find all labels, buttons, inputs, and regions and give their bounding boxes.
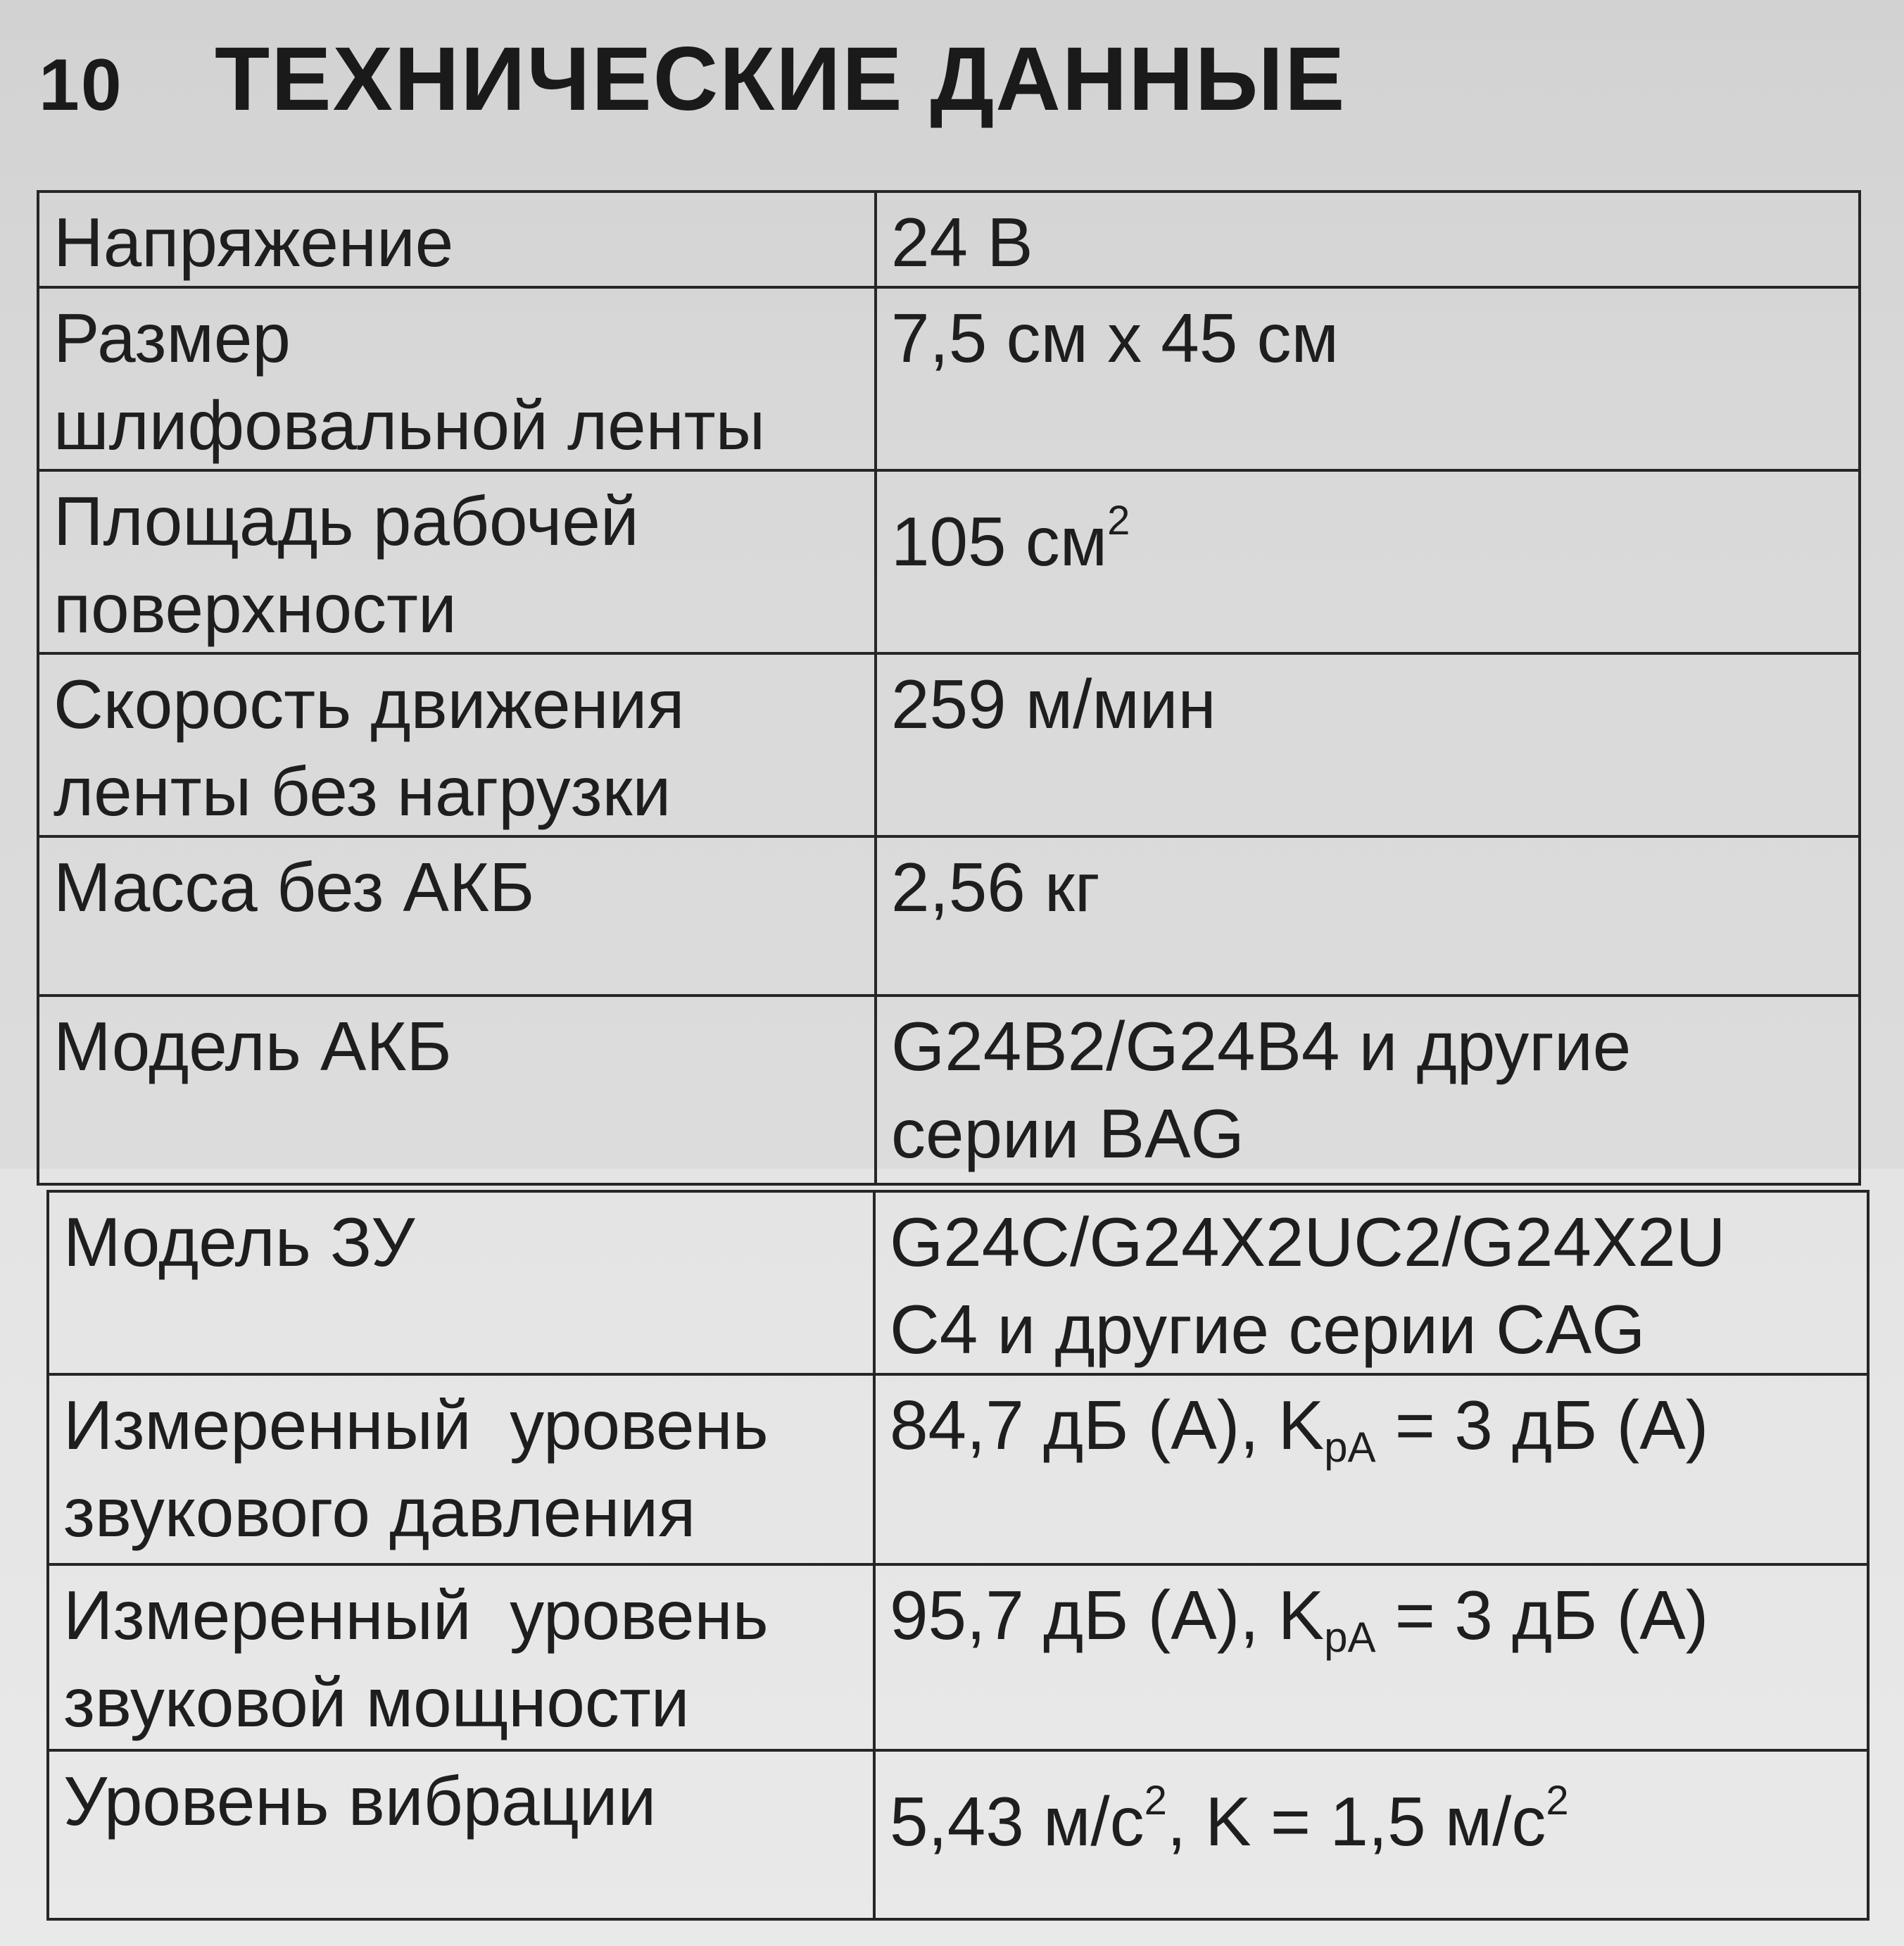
spec-label-sound-pressure: Измеренный уровень звукового давления (48, 1374, 874, 1564)
table-row (38, 192, 1860, 287)
spec-value-battery-model: G24B2/G24B4 и другие серии BAG (876, 996, 1860, 1184)
spec-value-charger-model: G24C/G24X2UC2/G24X2U C4 и другие серии CAG (874, 1191, 1868, 1374)
specs-table-upper (37, 190, 1861, 1186)
spec-label-working-area: Площадь рабочей поверхности (38, 470, 876, 653)
spec-label-voltage: Напряжение (38, 192, 876, 287)
table-row (48, 1750, 1868, 1919)
table-row (38, 287, 1860, 470)
spec-label-sound-power: Измеренный уровень звуковой мощности (48, 1564, 874, 1750)
spec-value-voltage: 24 В (876, 192, 1860, 287)
table-row (38, 470, 1860, 653)
spec-label-charger-model: Модель ЗУ (48, 1191, 874, 1374)
section-title: ТЕХНИЧЕСКИЕ ДАННЫЕ (215, 29, 1347, 130)
section-number: 10 (39, 44, 123, 126)
spec-label-belt-size: Размер шлифовальной ленты (38, 287, 876, 470)
spec-label-mass: Масса без АКБ (38, 836, 876, 996)
spec-value-belt-speed: 259 м/мин (876, 653, 1860, 836)
table-row (38, 836, 1860, 996)
spec-value-working-area: 105 $см^2$ (876, 470, 1860, 653)
table-row (48, 1564, 1868, 1750)
table-row (48, 1374, 1868, 1564)
spec-label-battery-model: Модель АКБ (38, 996, 876, 1184)
spec-label-vibration: Уровень вибрации (48, 1750, 874, 1919)
section-heading (39, 27, 1346, 138)
table-row (38, 996, 1860, 1184)
spec-label-belt-speed: Скорость движения ленты без нагрузки (38, 653, 876, 836)
spec-value-sound-power: 95,7 дБ (А), $K_{pA} = 3$ дБ (А) (874, 1564, 1868, 1750)
spec-value-mass: 2,56 кг (876, 836, 1860, 996)
table-row (48, 1191, 1868, 1374)
spec-value-belt-size: 7,5 см х 45 см (876, 287, 1860, 470)
spec-value-sound-pressure: 84,7 дБ (А), $K_{pA} = 3$ дБ (А) (874, 1374, 1868, 1564)
spec-value-vibration: 5,43 $м/с^2$, K = 1,5 $м/с^2$ (874, 1750, 1868, 1919)
specs-table-lower (46, 1190, 1870, 1921)
table-row (38, 653, 1860, 836)
